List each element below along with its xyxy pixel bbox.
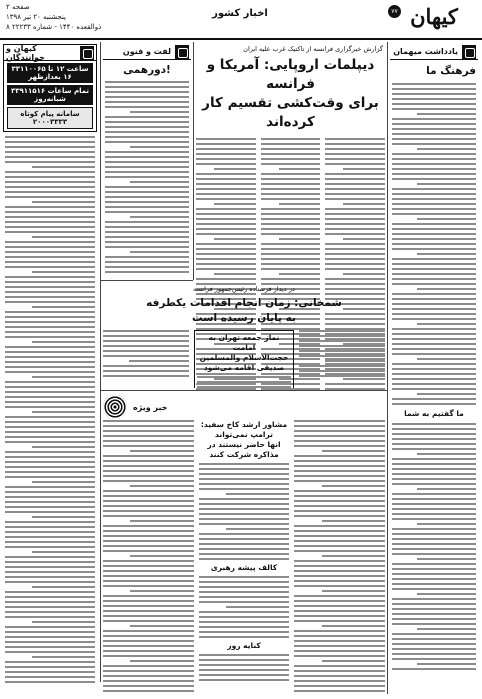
second-body (103, 330, 385, 388)
readers-service-column (3, 44, 97, 684)
quote-box (194, 330, 294, 388)
culture-header (103, 44, 191, 60)
section-title: اخبار کشور (212, 8, 268, 19)
lower-label: خبر ویژه (133, 402, 168, 412)
page-number: صفحه ۲ (6, 3, 30, 11)
lower-feature-body (199, 463, 290, 560)
service-box (3, 44, 97, 132)
issue-date: پنجشنبه ۲۰ تیر ۱۳۹۸ (6, 13, 66, 21)
culture-icon (175, 45, 189, 59)
lead-headline-line-2: برای وقت‌کشی تقسیم کار کرده‌اند (202, 95, 379, 130)
second-body-col (103, 330, 189, 388)
column-rule (193, 42, 194, 280)
culture-title: دورهمی! (123, 64, 171, 76)
second-kicker: در دیدار فرستاده رئیس‌جمهور فرانسه (193, 285, 295, 293)
lower-body-col (103, 420, 194, 692)
lower-mid-headline-1: مشاور ارشد کاخ سفید: ترامپ نمی‌تواند (200, 420, 288, 439)
spiral-icon (103, 395, 127, 419)
guest-note-label: یادداشت میهمان (393, 47, 458, 56)
column-rule (100, 42, 101, 682)
lower-body-col (294, 420, 385, 692)
lower-subheading-2: کنایه روز (227, 641, 261, 650)
lower-mid-headline-2: انها حاضر نیستند در مذاکره شرکت کنند (207, 440, 281, 459)
guest-note-header (390, 44, 478, 60)
lower-feature-body-2 (199, 576, 290, 638)
lower-body (103, 420, 385, 692)
guest-note-body (390, 83, 478, 405)
service-phone-1: ۳۳۱۱۰۰۶۵ ساعت ۱۲ تا ۱۶ بعدازظهر (7, 63, 93, 83)
logo-badge: ۷۷ (388, 5, 401, 18)
lower-header (103, 394, 385, 420)
culture-body (103, 81, 191, 276)
second-body-col (299, 330, 385, 388)
guest-note-title: فرهنگ ما (426, 65, 476, 77)
guest-note-column (390, 44, 478, 694)
lower-feature (199, 420, 290, 692)
phone-icon (80, 46, 94, 60)
culture-label: لفت و فنون (122, 47, 171, 56)
newspaper-logo (391, 3, 474, 29)
quote-body (197, 376, 291, 388)
lead-kicker: گزارش خبرگزاری فرانسه از تاکتیک غرب علیه ایران (243, 45, 383, 53)
masthead (0, 0, 482, 40)
service-phone-2: ۳۳۹۱۱۵۱۶ تمام ساعات شبانه‌روز (7, 85, 93, 105)
lower-feature-body-3 (199, 654, 290, 681)
service-header (4, 45, 96, 61)
section-rule (100, 280, 193, 281)
section-rule (100, 390, 387, 391)
guest-note-subtitle: ما گفتیم به شما (404, 409, 464, 418)
issue-number: ۸ ذوالقعده ۱۴۴۰ - شماره ۲۲۲۳۳ (6, 23, 102, 31)
second-headline-line-1: شمخانی: زمان انجام اقدامات یکطرفه (146, 297, 342, 309)
section-icon (462, 45, 476, 59)
service-sms: سامانه پیام کوتاه ۲۰۰۰۳۳۳۳ (7, 107, 93, 129)
lead-headline-line-1: دیپلمات اروپایی: آمریکا و فرانسه (206, 57, 375, 92)
guest-note-body-2 (390, 423, 478, 670)
column-rule (387, 42, 388, 694)
lower-subheading: کالف پیشه رهبری (210, 563, 278, 572)
service-letters (3, 132, 97, 683)
quote-line-1: نماز جمعه تهران به امامت (208, 333, 280, 352)
quote-line-2: حجت‌الاسلام والمسلمین صدیقی اقامه می‌شود (199, 353, 289, 372)
second-story (103, 282, 385, 388)
logo-text: کیهان (410, 3, 458, 29)
culture-box (103, 44, 191, 276)
service-label: کیهان و خوانندگان (6, 44, 45, 62)
second-headline-line-2: به پایان رسیده است (192, 312, 296, 324)
lower-section (103, 394, 385, 692)
